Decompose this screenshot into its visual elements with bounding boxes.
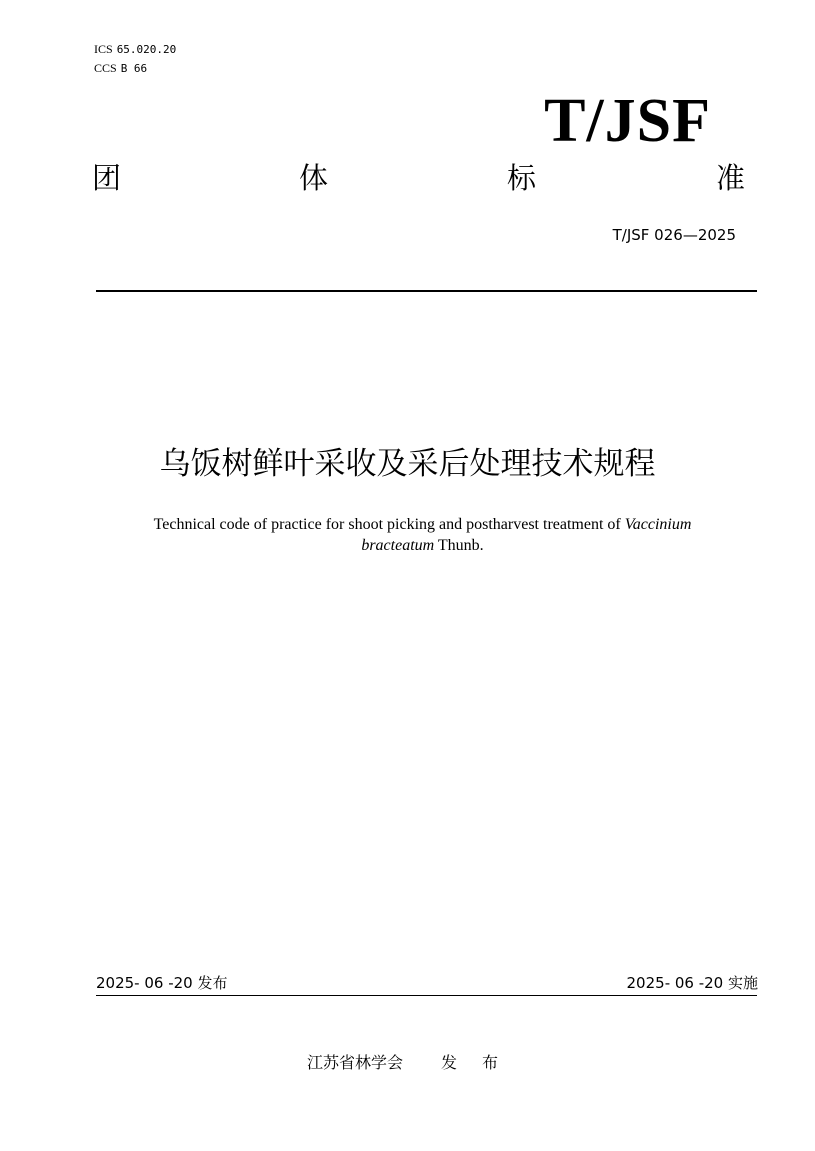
document-title-english xyxy=(90,514,755,556)
document-title-chinese: 乌饭树鲜叶采收及采后处理技术规程 xyxy=(159,446,656,482)
standard-type-char-4: 准 xyxy=(716,161,746,195)
ics-line xyxy=(94,40,176,59)
standard-type-char-3: 标 xyxy=(507,161,537,195)
release-date: 2025- 06 -20 发布 xyxy=(96,974,228,992)
english-title-author: Thunb. xyxy=(437,537,484,554)
ics-label: ICS xyxy=(94,42,113,56)
english-title-species: bracteatum xyxy=(361,537,435,554)
publisher-action: 发 布 xyxy=(440,1053,509,1072)
publisher-line xyxy=(0,1052,815,1074)
publisher-name: 江苏省林学会 xyxy=(306,1053,403,1072)
standard-number: T/JSF 026—2025 xyxy=(612,226,736,244)
standard-brand-mark: T/JSF xyxy=(544,87,711,155)
footer-divider xyxy=(96,995,757,996)
ccs-label: CCS xyxy=(94,61,117,75)
classification-codes xyxy=(94,40,176,78)
english-title-text: Technical code of practice for shoot picking and postharvest treatment of xyxy=(153,516,621,533)
standard-type-char-2: 体 xyxy=(299,161,329,195)
ccs-line xyxy=(94,59,176,78)
english-title-genus: Vaccinium xyxy=(624,516,692,533)
ccs-code: B 66 xyxy=(120,62,148,75)
ics-code: 65.020.20 xyxy=(116,43,177,56)
implementation-date: 2025- 06 -20 实施 xyxy=(626,974,758,992)
header-divider xyxy=(96,290,757,292)
standard-type-char-1: 团 xyxy=(92,161,122,195)
